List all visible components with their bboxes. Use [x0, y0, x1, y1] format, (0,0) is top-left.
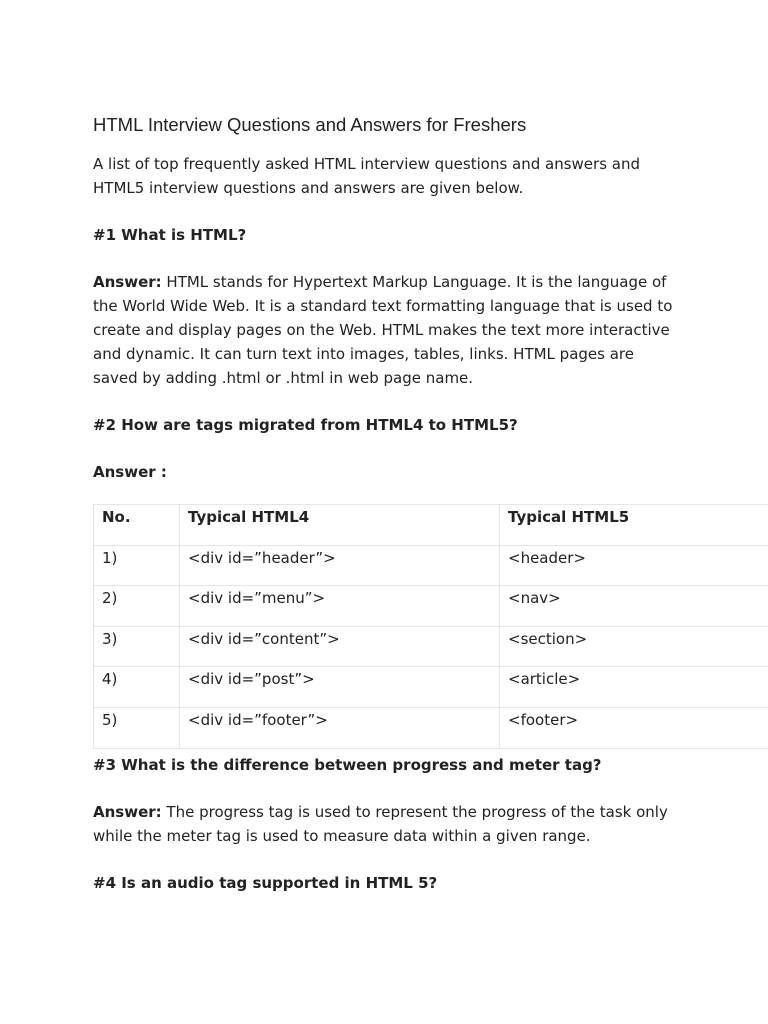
table-row [94, 707, 768, 748]
table-cell: <div id=”header”> [180, 545, 500, 586]
table-row [94, 545, 768, 586]
table-row [94, 667, 768, 708]
table-header-cell: Typical HTML4 [180, 505, 500, 546]
answer-3-text: The progress tag is used to represent the progress of the task only while the meter tag is used to measure data within a given range. [93, 803, 668, 845]
question-3: #3 What is the difference between progress and meter tag? [93, 756, 602, 774]
page-title: HTML Interview Questions and Answers for Freshers [93, 114, 527, 135]
table-cell: <article> [500, 667, 768, 708]
table-header-cell: No. [94, 505, 180, 546]
answer-1-text: HTML stands for Hypertext Markup Language. It is the language of the World Wide Web. It is a standard text formatting language that is used to create and display pages on the Web. HTML makes the text more interactive and dynamic. It can turn text into images, tables, links. HTML pages are saved by adding .html or .html in web page name. [93, 273, 673, 387]
table-cell: 1) [94, 545, 180, 586]
table-row [94, 586, 768, 627]
table-cell: <nav> [500, 586, 768, 627]
answer-1 [93, 270, 683, 390]
table-cell: <header> [500, 545, 768, 586]
answer-3 [93, 800, 683, 848]
answer-1-label: Answer: [93, 273, 162, 291]
tag-migration-table [93, 504, 768, 749]
table-cell: 4) [94, 667, 180, 708]
table-cell: <div id=”menu”> [180, 586, 500, 627]
table-cell: <div id=”footer”> [180, 707, 500, 748]
table-cell: 3) [94, 626, 180, 667]
table-cell: <section> [500, 626, 768, 667]
table-cell: <div id=”post”> [180, 667, 500, 708]
table-cell: 5) [94, 707, 180, 748]
answer-2-label: Answer : [93, 463, 167, 481]
intro-paragraph: A list of top frequently asked HTML interview questions and answers and HTML5 interview questions and answers are given below. [93, 155, 641, 197]
question-4: #4 Is an audio tag supported in HTML 5? [93, 874, 438, 892]
question-1: #1 What is HTML? [93, 226, 247, 244]
table-header-row [94, 505, 768, 546]
answer-3-label: Answer: [93, 803, 162, 821]
question-2: #2 How are tags migrated from HTML4 to HTML5? [93, 416, 518, 434]
table-cell: 2) [94, 586, 180, 627]
table-cell: <div id=”content”> [180, 626, 500, 667]
table-row [94, 626, 768, 667]
table-header-cell: Typical HTML5 [500, 505, 768, 546]
table-cell: <footer> [500, 707, 768, 748]
